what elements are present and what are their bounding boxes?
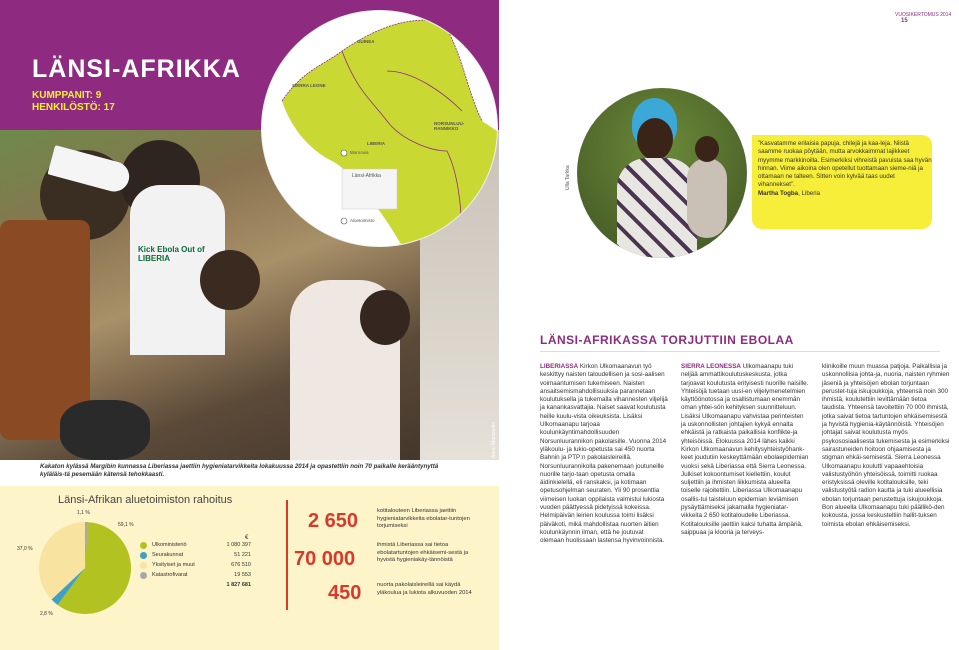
currency-label: €: [245, 535, 249, 541]
pie-label: 37,0 %: [17, 546, 33, 552]
photo-person-shirt: Kick Ebola Out of LIBERIA: [130, 185, 225, 355]
legend-item: Ulkoministeriö: [140, 540, 195, 550]
photo-child-head: [200, 250, 260, 310]
partner-staff-info: KUMPPANIT: 9 HENKILÖSTÖ: 17: [32, 90, 115, 113]
photo-basin: [60, 400, 150, 460]
funding-total: 1 827 681: [226, 582, 251, 588]
pie-label: 59,1 %: [118, 522, 134, 528]
running-header: VUOSIKERTOMUS 2014 15: [895, 12, 952, 24]
aluetoimisto-marker: [341, 218, 347, 224]
facts-divider: [286, 500, 288, 610]
body-column-3: klinikoille muun muassa patjoja. Paikallisia ja uskonnollisia johta-ja, nuoria, naisten ryhmien jäseniä ja yhteisöjen ebolan torjuntaan perustet-tuja iskujoukkoja, yhteensä noin 300 ihmistä, koulutettiin levittämään tietoa taudista. Yhteensä tavoitettiin 70 000 ihmistä, jotka saivat tietoa tartuntojen ehkäisemisestä ja hyvistä hygienia-käytännöistä. Yhteisöjen johtajat saivat koulutusta myös psykososiaalisesta tukemisesta ja esimerkiksi sairastuneiden hoitoon ohjaamisesta ja stigman ehkäi-semisestä. Sierra Leonessa Ulkomaanapu koulutti vapaaehtoisia valistustyöhön yhteisöissä, toimitti ruokaa eristyksissä oleville kotitalouksille, teki valistustyötä radion kautta ja tuki alueellisia ebolan torjuntaan perustettuja iskujoukkoja. Bon alueella Ulkomaanapu tuki päällikö-den kokousta, jossa keskusteltiin hallit-tuksen toimista ebolan ehkäisemiseksi.: [822, 363, 950, 528]
portrait-face: [637, 118, 673, 160]
page-number: 15: [901, 18, 908, 24]
chart-title: Länsi-Afrikan aluetoimiston rahoitus: [58, 494, 233, 506]
monrovia-marker: [341, 150, 347, 156]
portrait-child-head: [695, 136, 719, 162]
portrait-dress: [617, 158, 697, 258]
section-title: LÄNSI-AFRIKASSA TORJUTTIIN EBOLAA: [540, 333, 794, 347]
quote: ”Kasvatamme erilaisia papuja, chilejä ja kaa-leja. Niistä saamme ruokaa pöytään, mutta arvokkaimmat lajikkeet myymme markkinoilla. Esimerkiksi vihreistä pavuista saa hyvän hinnan. Viime aikoina olen opetellut tuottamaan sieme-niä ja ottamaan ne talteen. Sitten voin kylvää taas uudet vihannekset”. Martha Togba, Liberia: [758, 140, 932, 197]
legend-item: Katastrofivarat: [140, 570, 195, 580]
body-column-1: LIBERIASSA Kirkon Ulkomaanavun työ keskittyy naisten taloudellisen ja sosi-aalisen voimaantumisen tukemiseen. Naisten ansaitsemismahdollisuuksia parannetaan koulutuksella ja tukemalla vihannesten viljelijä ja kanankasvattajia. Naiset saavat koulutusta heille kuulu-vista oikeuksista. Lisäksi Ulkomaanapu tarjoaa koulunkäyntimahdollisuuden Norsunluurannikon pakolaisille. Vuonna 2014 yläkoulu- ja lukio-opetusta sai 450 nuorta Bahnin ja PTP:n pakolaisleireillä. Norsunluurannikolla pakenemaan joutuneille nuorille tarjo-taan opetusta omalla äidinkielellä, eli ranskaksi, ja kotimaan opetusohjelman seuraten. Yli 90 prosenttia viimeisen luokan oppilaista valmistui lukiosta vuoden päättyessä pidetyissä kokeissa. Helmipäivän leirien koulussa toimi lisäksi päiväkoti, mikä mahdollistaa nuorten äitien koulunkäynnin ilman, että he joutuvat olemaan huolissaan lastensa hyvinvoinnista.: [540, 363, 668, 545]
legend-values: 1 080 397 51 221 676 510 19 553 1 827 681: [226, 542, 251, 588]
chart-legend: [140, 540, 195, 580]
portrait-child: [687, 158, 727, 238]
page-title: LÄNSI-AFRIKKA: [32, 55, 241, 83]
photo-caption: Kakaton kylässä Margibin kunnassa Liberiassa jaettiin hygieniatarvikkeita lokakuussa 2014 ja opastettiin noin 70 paikalle kerääntynyttä kyläläis-tä pesemään kätensä tehokkaasti.: [40, 463, 439, 478]
pie-label: 2,8 %: [40, 611, 53, 617]
pie-label: 1,1 %: [77, 510, 90, 516]
map-circle: GUINEA SIERRA LEONE LIBERIA NORSUNLUU-RANNIKKO Monrovia Länsi-Afrikka Aluetoimisto: [262, 11, 497, 246]
section-rule: [540, 351, 940, 352]
legend-item: Seurakunnat: [140, 550, 195, 560]
photo-credit-left: Annu Monicertio: [491, 421, 497, 458]
body-column-2: SIERRA LEONESSA Ulkomaanapu tuki neljää ammattikoulutuskeskusta, jotka tarjoavat koulutusta erityisesti nuorille naisille. Yhteisöjä tuetaan uusi-en viljelymenetelmien käyttöönotossa ja osallistumaan enemmän oman yhtei-sön kehityksen suunnitteluun. Lisäksi Ulkomaanapu vahvistaa perinteisten ja uskonnollisten johtajien kykyä ennalta ehkäistä ja ratkaista paikallisia konflikte-ja yhteisöissä. Elokuussa 2014 lähes kaikki Kirkon Ulkomaanavun kehitysyhteistyöhank-keet joudutiin keskeyttämään ebolaepidemian vuoksi sekä Liberiassa että Sierra Leonessa. Julkiset kokoontumiset kiellettiin, koulut suljettiin ja ihmisten liikkumista alueelta toiselle rajoitettiin. Liberiassa Ulkomaanapu osallis-tui taisteluun epidemian leviämisen pysäyttämiseksi jakamalla hygieniatar-vikkeita 2 650 kotitaloudelle Liberiassa. Kotitalouksille jaettiin kaksi tuhatta ämpäriä, saippuaa ja klooria ja terveys-: [681, 363, 809, 536]
funding-pie-chart: [35, 518, 135, 618]
portrait-photo: [577, 88, 747, 258]
photo-child-head: [360, 290, 410, 345]
legend-item: Yksityiset ja muut: [140, 560, 195, 570]
portrait-credit: Ulla Tarkka: [565, 165, 571, 190]
